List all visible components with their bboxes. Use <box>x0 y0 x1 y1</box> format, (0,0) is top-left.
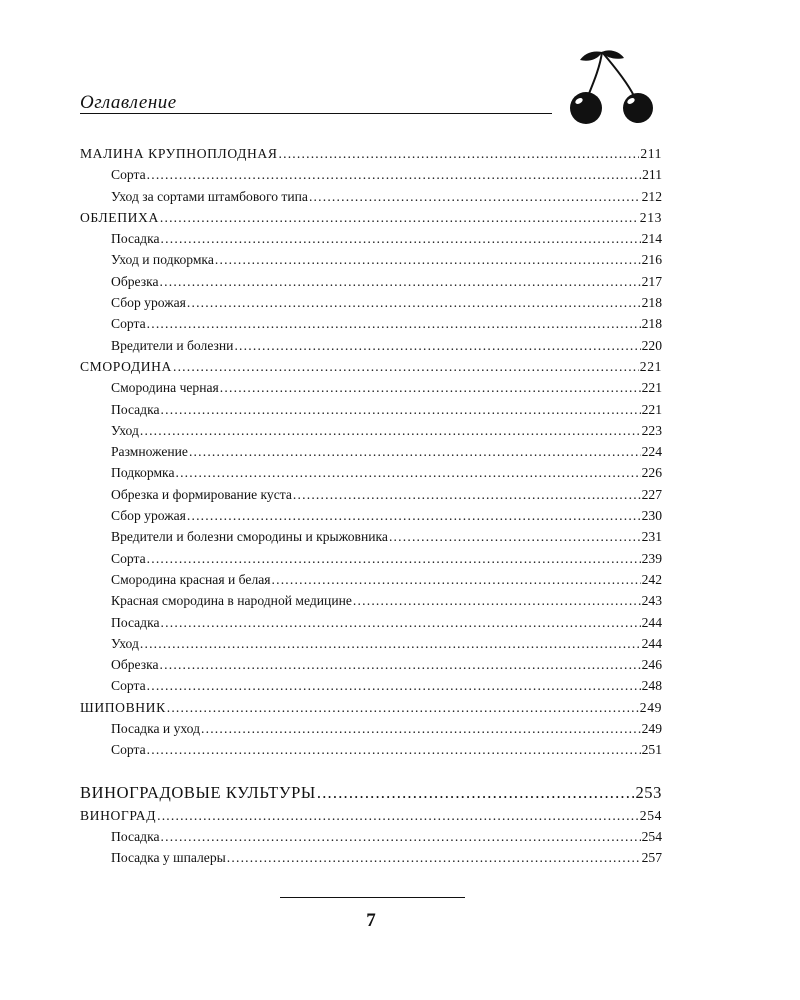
toc-entry-page: 239 <box>641 550 662 566</box>
toc-entry-page: 257 <box>641 850 662 866</box>
toc-leader <box>167 697 639 718</box>
toc-entry[interactable] <box>80 313 662 334</box>
toc-entry-label: Вредители и болезни смородины и крыжовника <box>111 529 388 545</box>
toc-entry-label: Подкормка <box>111 465 175 481</box>
toc-entry-label: Сорта <box>111 167 146 183</box>
toc-leader <box>140 420 641 441</box>
toc-leader <box>309 186 641 207</box>
toc-leader <box>317 781 635 805</box>
toc-entry-page: 221 <box>641 401 662 417</box>
cherry-icon <box>562 46 672 126</box>
toc-entry[interactable] <box>80 271 662 292</box>
page-number: 7 <box>366 910 376 931</box>
toc-entry[interactable] <box>80 739 662 760</box>
toc-entry-label: ОБЛЕПИХА <box>80 209 159 225</box>
toc-entry[interactable] <box>80 186 662 207</box>
toc-entry-page: 213 <box>639 209 662 225</box>
toc-entry-label: Обрезка <box>111 657 159 673</box>
toc-entry-label: ВИНОГРАД <box>80 807 157 823</box>
toc-entry-page: 251 <box>641 742 662 758</box>
toc-entry-page: 248 <box>641 678 662 694</box>
toc-entry[interactable] <box>80 505 662 526</box>
toc-entry-label: Уход и подкормка <box>111 252 214 268</box>
toc-entry-page: 221 <box>639 358 662 374</box>
toc-entry[interactable] <box>80 335 662 356</box>
toc-entry-page: 217 <box>641 273 662 289</box>
toc-leader <box>147 548 641 569</box>
toc-leader <box>160 271 641 292</box>
toc-entry[interactable] <box>80 164 662 185</box>
toc-leader <box>279 143 640 164</box>
toc-entry[interactable] <box>80 399 662 420</box>
toc-entry-label: Посадка <box>111 614 160 630</box>
toc-leader <box>161 228 641 249</box>
toc-leader <box>227 847 641 868</box>
toc-entry[interactable] <box>80 633 662 654</box>
toc-entry-page: 254 <box>641 828 662 844</box>
toc-entry-label: Сбор урожая <box>111 295 186 311</box>
toc-entry[interactable] <box>80 718 662 739</box>
toc-leader <box>140 633 641 654</box>
toc-entry[interactable] <box>80 420 662 441</box>
toc-entry[interactable] <box>80 548 662 569</box>
toc-entry-page: 223 <box>641 422 662 438</box>
toc-entry[interactable] <box>80 143 662 164</box>
toc-entry[interactable] <box>80 207 662 228</box>
toc-entry[interactable] <box>80 654 662 675</box>
toc-entry-page: 218 <box>641 316 662 332</box>
toc-entry[interactable] <box>80 228 662 249</box>
toc-entry[interactable] <box>80 569 662 590</box>
toc-entry-label: ВИНОГРАДОВЫЕ КУЛЬТУРЫ <box>80 782 316 802</box>
toc-leader <box>157 805 639 826</box>
toc-leader <box>160 654 641 675</box>
toc-entry-label: Уход <box>111 422 139 438</box>
toc-entry[interactable] <box>80 484 662 505</box>
toc-entry[interactable] <box>80 526 662 547</box>
toc-entry-label: Сорта <box>111 550 146 566</box>
toc-entry[interactable] <box>80 292 662 313</box>
header-divider <box>80 113 552 114</box>
toc-entry-label: Уход за сортами штамбового типа <box>111 188 308 204</box>
toc-entry-page: 249 <box>639 699 662 715</box>
toc-leader <box>147 164 641 185</box>
toc-entry-page: 220 <box>641 337 662 353</box>
toc-entry-page: 243 <box>641 593 662 609</box>
toc-entry-label: Смородина черная <box>111 380 219 396</box>
toc-entry-page: 226 <box>641 465 662 481</box>
toc-leader <box>293 484 641 505</box>
toc-leader <box>161 612 641 633</box>
toc-entry-page: 221 <box>641 380 662 396</box>
toc-entry-label: Обрезка <box>111 273 159 289</box>
toc-leader <box>220 377 641 398</box>
toc-entry-label: Уход <box>111 635 139 651</box>
toc-entry[interactable] <box>80 781 662 805</box>
toc-entry-page: 218 <box>641 295 662 311</box>
toc-leader <box>201 718 641 739</box>
toc-leader <box>160 207 639 228</box>
toc-entry[interactable] <box>80 590 662 611</box>
toc-entry-label: Сорта <box>111 678 146 694</box>
toc-leader <box>161 826 641 847</box>
toc-entry[interactable] <box>80 441 662 462</box>
toc-entry[interactable] <box>80 826 662 847</box>
toc-entry[interactable] <box>80 249 662 270</box>
toc-entry-page: 254 <box>639 807 662 823</box>
toc-entry-page: 253 <box>635 782 662 802</box>
toc-entry[interactable] <box>80 377 662 398</box>
toc-entry-label: Сорта <box>111 742 146 758</box>
toc-entry-label: Посадка <box>111 828 160 844</box>
toc-entry-page: 227 <box>641 486 662 502</box>
toc-entry-label: Обрезка и формирование куста <box>111 486 292 502</box>
toc-entry-page: 216 <box>641 252 662 268</box>
toc-leader <box>187 505 641 526</box>
toc-entry[interactable] <box>80 697 662 718</box>
toc-leader <box>175 462 640 483</box>
toc-entry-label: Посадка и уход <box>111 721 201 737</box>
page-title: Оглавление <box>80 92 177 113</box>
section-gap <box>80 761 662 781</box>
toc-entry-label: Смородина красная и белая <box>111 571 271 587</box>
toc-entry-page: 249 <box>641 721 662 737</box>
toc-entry-page: 211 <box>640 146 662 161</box>
toc-entry-page: 230 <box>641 508 662 524</box>
toc-entry-label: Сорта <box>111 316 146 332</box>
toc-entry-page: 244 <box>641 635 662 651</box>
toc-leader <box>389 526 641 547</box>
toc-entry-page: 224 <box>641 444 662 460</box>
toc-leader <box>147 313 641 334</box>
toc-entry[interactable] <box>80 356 662 377</box>
toc-entry-label: Вредители и болезни <box>111 337 234 353</box>
toc-leader <box>189 441 641 462</box>
toc-entry[interactable] <box>80 805 662 826</box>
toc-entry[interactable] <box>80 847 662 868</box>
toc-entry-page: 231 <box>641 529 662 545</box>
toc-leader <box>173 356 639 377</box>
toc-entry-label: СМОРОДИНА <box>80 358 172 374</box>
toc-entry-page: 242 <box>641 571 662 587</box>
toc-leader <box>215 249 641 270</box>
toc-leader <box>234 335 640 356</box>
toc-leader <box>353 590 641 611</box>
toc-leader <box>147 739 641 760</box>
toc-entry-label: МАЛИНА КРУПНОПЛОДНАЯ <box>80 146 278 161</box>
table-of-contents <box>80 143 662 869</box>
footer-divider <box>280 897 465 898</box>
toc-entry-label: Посадка у шпалеры <box>111 850 226 866</box>
toc-leader <box>161 399 641 420</box>
toc-leader <box>272 569 641 590</box>
toc-entry-label: Размножение <box>111 444 188 460</box>
toc-entry[interactable] <box>80 675 662 696</box>
toc-entry[interactable] <box>80 612 662 633</box>
toc-entry-page: 212 <box>641 188 662 204</box>
toc-leader <box>147 675 641 696</box>
toc-entry-label: Красная смородина в народной медицине <box>111 593 352 609</box>
toc-leader <box>187 292 641 313</box>
toc-entry[interactable] <box>80 462 662 483</box>
toc-entry-label: Посадка <box>111 401 160 417</box>
toc-entry-page: 246 <box>641 657 662 673</box>
toc-entry-label: ШИПОВНИК <box>80 699 166 715</box>
toc-entry-page: 214 <box>641 231 662 247</box>
toc-entry-page: 244 <box>641 614 662 630</box>
toc-entry-page: 211 <box>642 167 662 183</box>
toc-entry-label: Сбор урожая <box>111 508 186 524</box>
toc-entry-label: Посадка <box>111 231 160 247</box>
